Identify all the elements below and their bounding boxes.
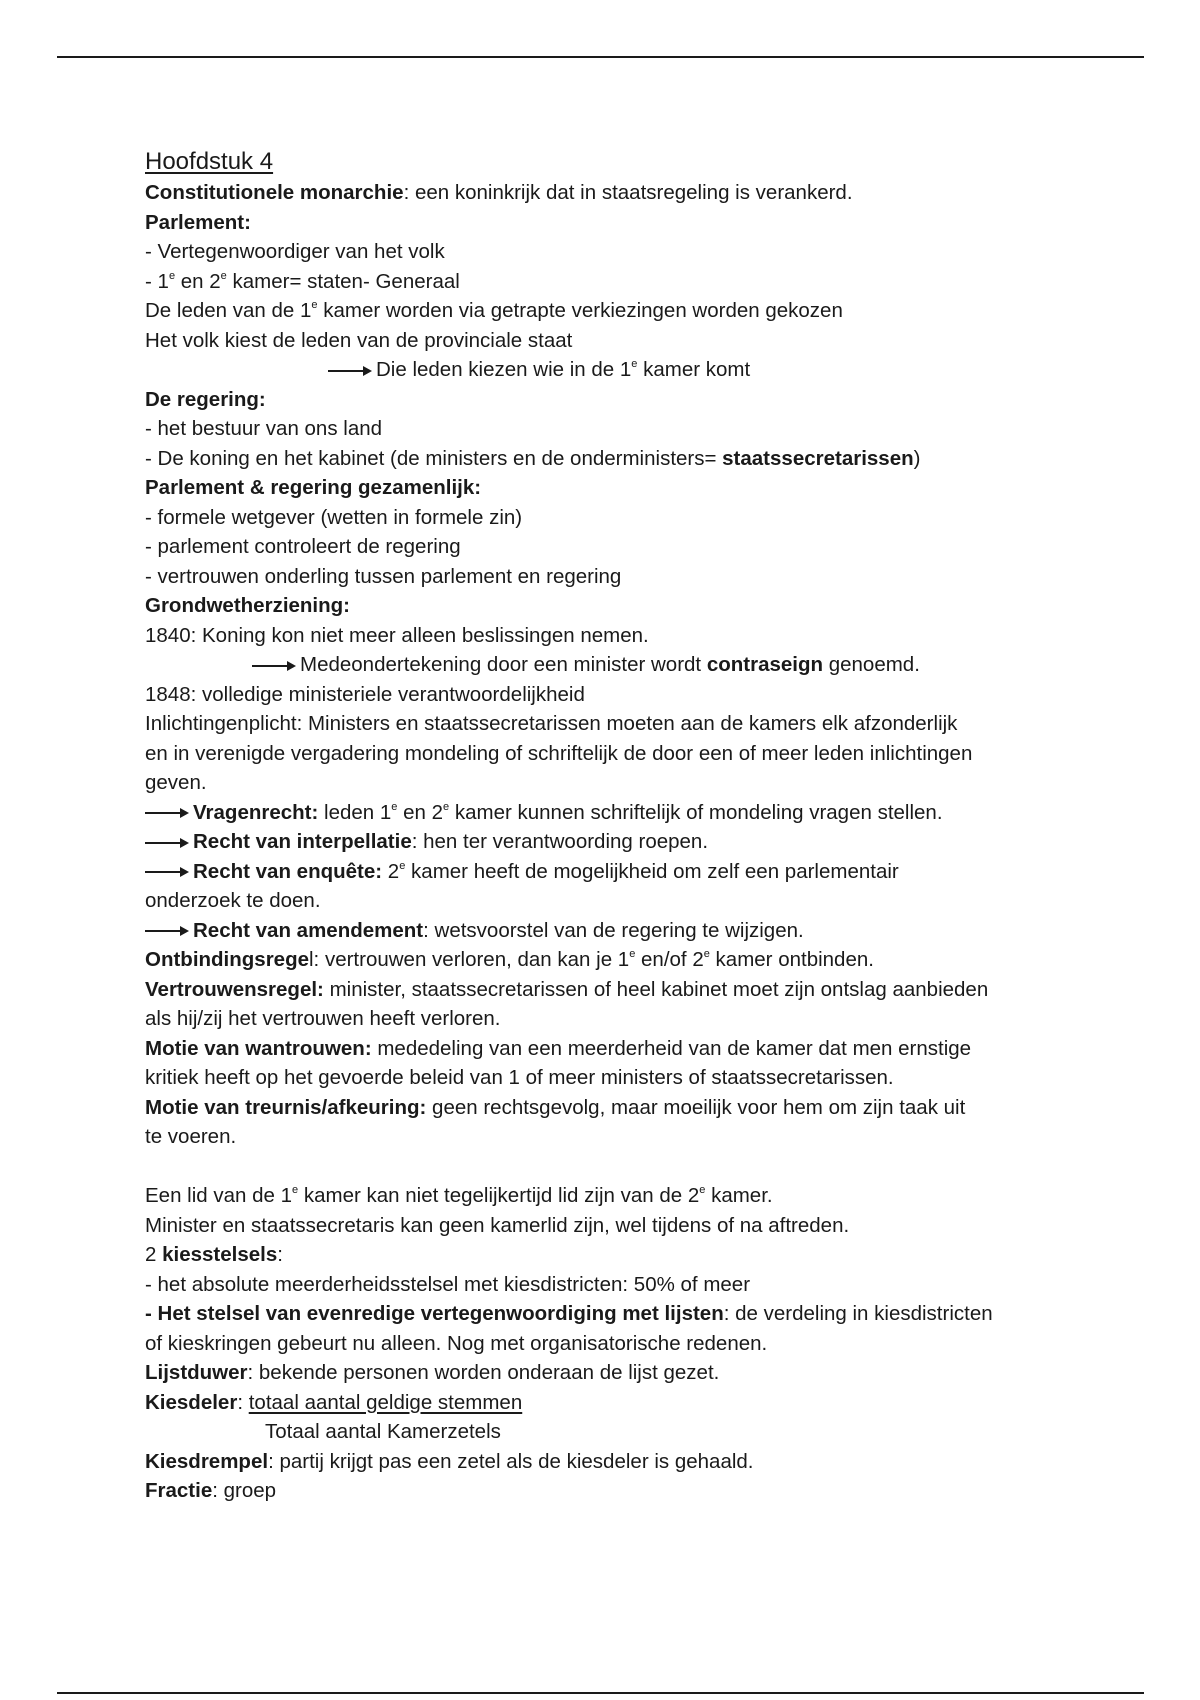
text-line: - Vertegenwoordiger van het volk [145,240,445,263]
text-line: Medeondertekening door een minister wordt contraseign genoemd. [145,650,1075,680]
text-line: Lijstduwer: bekende personen worden onderaan de lijst gezet. [145,1361,720,1384]
text-line: - vertrouwen onderling tussen parlement en regering [145,564,622,588]
text-line: Kiesdeler: totaal aantal geldige stemmen [145,1390,523,1414]
document-body [145,146,1075,1506]
text-line: Het volk kiest de leden van de provinciale staat [145,328,573,352]
arrow-right-icon [145,924,189,938]
text-line: - formele wetgever (wetten in formele zin) [145,505,523,529]
blank-line [145,1152,1075,1182]
text-line: Kiesdrempel: partij krijgt pas een zetel als de kiesdeler is gehaald. [145,1449,754,1473]
arrow-right-icon [328,364,372,378]
text-line: geven. [145,771,207,794]
arrow-right-icon [145,836,189,850]
arrow-right-icon [145,806,189,820]
text-line: Een lid van de 1e kamer kan niet tegelijkertijd lid zijn van de 2e kamer. [145,1184,773,1207]
text-line: kritiek heeft op het gevoerde beleid van 1 of meer ministers of staatssecretarissen. [145,1066,894,1089]
text-line: Die leden kiezen wie in de 1e kamer komt [145,355,1075,385]
text-line: 1840: Koning kon niet meer alleen beslissingen nemen. [145,623,649,647]
section-heading: De regering: [145,387,266,411]
text-line: Ontbindingsregel: vertrouwen verloren, dan kan je 1e en/of 2e kamer ontbinden. [145,948,874,971]
text-line: 1848: volledige ministeriele verantwoordelijkheid [145,682,585,706]
text-line: of kieskringen gebeurt nu alleen. Nog met organisatorische redenen. [145,1331,768,1355]
text-line: Recht van interpellatie: hen ter verantwoording roepen. [145,827,1075,857]
page-title: Hoofdstuk 4 [145,148,274,175]
text-line: - het absolute meerderheidsstelsel met kiesdistricten: 50% of meer [145,1272,751,1296]
header-rule [57,56,1144,58]
section-heading: Parlement: [145,210,251,234]
fraction-numerator: totaal aantal geldige stemmen [248,1390,523,1414]
text-line: Vertrouwensregel: minister, staatssecretarissen of heel kabinet moet zijn ontslag aanbieden [145,977,989,1001]
text-line: Minister en staatssecretaris kan geen kamerlid zijn, wel tijdens of na aftreden. [145,1213,850,1237]
text-line: te voeren. [145,1125,237,1148]
text-line: Recht van amendement: wetsvoorstel van de regering te wijzigen. [145,916,1075,946]
text-line: Recht van enquête: 2e kamer heeft de mogelijkheid om zelf een parlementair [145,857,1075,887]
text-line: onderzoek te doen. [145,889,321,912]
text-line: 2 kiesstelsels: [145,1243,283,1266]
text-line: Fractie: groep [145,1479,277,1502]
text-line: Constitutionele monarchie: een koninkrijk dat in staatsregeling is verankerd. [145,181,853,204]
text-line: Motie van treurnis/afkeuring: geen rechtsgevolg, maar moeilijk voor hem om zijn taak uit [145,1095,966,1119]
arrow-right-icon [145,865,189,879]
text-line: De leden van de 1e kamer worden via getrapte verkiezingen worden gekozen [145,299,843,322]
text-line: Inlichtingenplicht: Ministers en staatssecretarissen moeten aan de kamers elk afzonderlijk [145,712,958,735]
text-line: Vragenrecht: leden 1e en 2e kamer kunnen schriftelijk of mondeling vragen stellen. [145,798,1075,828]
text-line: en in verenigde vergadering mondeling of schriftelijk de door een of meer leden inlichtingen [145,741,973,765]
text-line: - 1e en 2e kamer= staten- Generaal [145,269,460,293]
arrow-right-icon [252,659,296,673]
section-heading: Parlement & regering gezamenlijk: [145,476,482,499]
text-line: Motie van wantrouwen: mededeling van een meerderheid van de kamer dat men ernstige [145,1036,972,1060]
section-heading: Grondwetherziening: [145,594,350,617]
text-line: - het bestuur van ons land [145,417,383,440]
text-line: - parlement controleert de regering [145,535,461,558]
text-line: - De koning en het kabinet (de ministers en de onderministers= staatssecretarissen) [145,446,921,470]
footer-rule [57,1692,1144,1694]
fraction-denominator: Totaal aantal Kamerzetels [265,1420,501,1443]
text-line: - Het stelsel van evenredige vertegenwoordiging met lijsten: de verdeling in kiesdistricten [145,1302,993,1325]
text-line: als hij/zij het vertrouwen heeft verloren. [145,1007,501,1030]
